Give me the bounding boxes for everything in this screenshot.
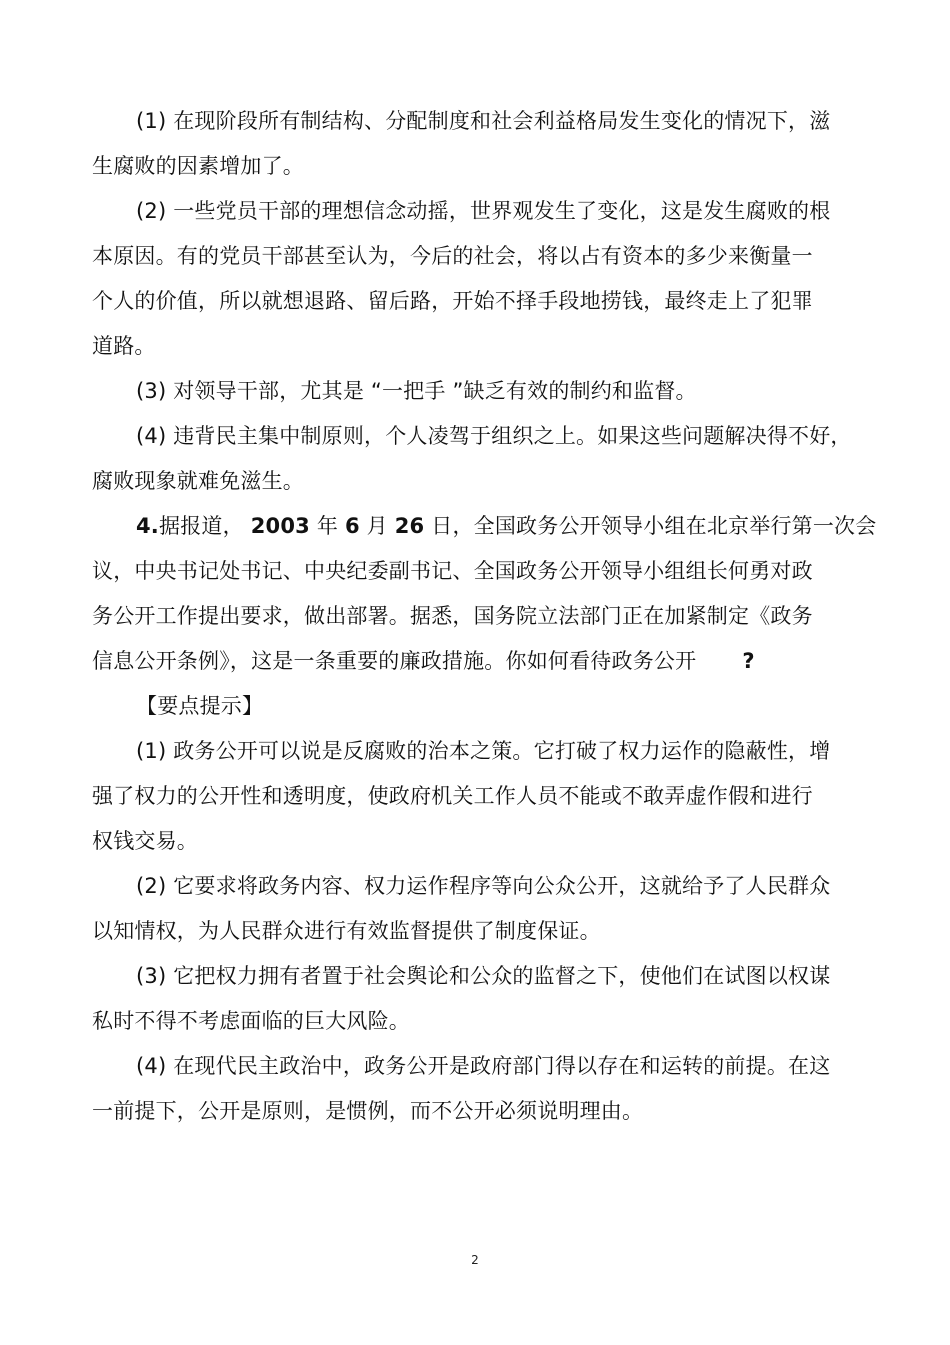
answer-line: 以知情权，为人民群众进行有效监督提供了制度保证。 — [92, 919, 601, 943]
hint-title: 【要点提示】 — [136, 694, 264, 718]
paragraph-line: (1) 在现阶段所有制结构、分配制度和社会利益格局发生变化的情况下，滋 — [136, 109, 831, 133]
question-4-line-1: 4.据报道， 2003 年 6 月 26 日，全国政务公开领导小组在北京举行第一次会 — [136, 514, 877, 538]
answer-line: (3) 它把权力拥有者置于社会舆论和公众的监督之下，使他们在试图以权谋 — [136, 964, 831, 988]
paragraph-line: 腐败现象就难免滋生。 — [92, 469, 304, 493]
question-4-line-2: 议，中央书记处书记、中央纪委副书记、全国政务公开领导小组组长何勇对政 — [92, 559, 813, 583]
paragraph-line: (3) 对领导干部，尤其是 “一把手 ”缺乏有效的制约和监督。 — [136, 379, 697, 403]
paragraph-line: (2) 一些党员干部的理想信念动摇，世界观发生了变化，这是发生腐败的根 — [136, 199, 831, 223]
answer-line: 权钱交易。 — [92, 829, 198, 853]
answer-line: 一前提下，公开是原则，是惯例，而不公开必须说明理由。 — [92, 1099, 644, 1123]
paragraph-line: 生腐败的因素增加了。 — [92, 154, 304, 178]
answer-line: (4) 在现代民主政治中，政务公开是政府部门得以存在和运转的前提。在这 — [136, 1054, 831, 1078]
answer-line: (1) 政务公开可以说是反腐败的治本之策。它打破了权力运作的隐蔽性，增 — [136, 739, 831, 763]
question-number: 4. — [136, 514, 159, 538]
question-4-line-3: 务公开工作提出要求，做出部署。据悉，国务院立法部门正在加紧制定《政务 — [92, 604, 813, 628]
answer-line: 私时不得不考虑面临的巨大风险。 — [92, 1009, 410, 1033]
answer-line: (2) 它要求将政务内容、权力运作程序等向公众公开，这就给予了人民群众 — [136, 874, 831, 898]
paragraph-line: 道路。 — [92, 334, 156, 358]
question-4-line-4: 信息公开条例》，这是一条重要的廉政措施。你如何看待政务公开 ? — [92, 649, 755, 673]
question-day: 26 — [394, 514, 425, 538]
question-month: 6 — [344, 514, 360, 538]
question-mark: ? — [742, 649, 755, 673]
paragraph-line: 个人的价值，所以就想退路、留后路，开始不择手段地捞钱，最终走上了犯罪 — [92, 289, 813, 313]
paragraph-line: (4) 违背民主集中制原则，个人凌驾于组织之上。如果这些问题解决得不好， — [136, 424, 852, 448]
paragraph-line: 本原因。有的党员干部甚至认为，今后的社会，将以占有资本的多少来衡量一 — [92, 244, 813, 268]
answer-line: 强了权力的公开性和透明度，使政府机关工作人员不能或不敢弄虚作假和进行 — [92, 784, 813, 808]
page-number: 2 — [471, 1253, 479, 1267]
question-year: 2003 — [250, 514, 310, 538]
